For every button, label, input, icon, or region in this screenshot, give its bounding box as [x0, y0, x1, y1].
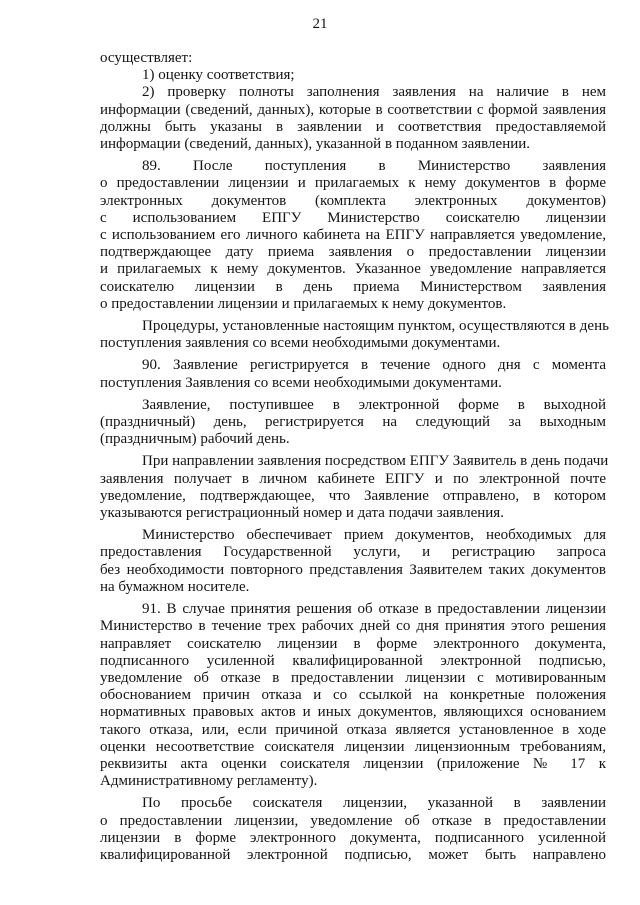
text-line: оценки несоответствие соискателя лицензии лицензионным требованиям,	[100, 738, 606, 755]
text-line: 1) оценку соответствия;	[142, 67, 295, 84]
text-line: электронных документов (комплекта электронных документов)	[100, 192, 606, 209]
text-line: направляет соискателю лицензии в форме электронного документа,	[100, 635, 606, 652]
text-line: с использованием его личного кабинета на ЕПГУ направляется уведомление,	[100, 227, 606, 244]
text-line: Процедуры, установленные настоящим пунктом, осуществляются в день	[142, 318, 609, 335]
text-line: указываются регистрационный номер и дата подачи заявления.	[100, 505, 504, 522]
paragraph	[100, 453, 609, 522]
paragraph-89	[100, 158, 606, 313]
text-line: без необходимости повторного представления Заявителем таких документов	[100, 561, 606, 578]
text-line: Заявление, поступившее в электронной форме в выходной	[142, 396, 606, 413]
text-line: 91. В случае принятия решения об отказе в предоставлении лицензии	[142, 601, 606, 618]
text-line: о предоставлении лицензии и прилагаемых к нему документов.	[100, 295, 507, 312]
text-line: При направлении заявления посредством ЕПГУ Заявитель в день подачи	[142, 453, 609, 470]
text-line: Административному регламенту).	[100, 773, 318, 790]
text-line: соискателю лицензии в день приема Министерством заявления	[100, 278, 606, 295]
text-line: о предоставлении лицензии и прилагаемых к нему документов в форме	[100, 175, 606, 192]
list-item	[100, 84, 606, 153]
text-line: (праздничный) день, регистрируется на следующий за выходным	[100, 414, 606, 431]
text-line: По просьбе соискателя лицензии, указанной в заявлении	[142, 795, 606, 812]
page-number: 21	[312, 16, 328, 32]
paragraph	[100, 795, 606, 864]
text-line: осуществляет:	[100, 50, 193, 66]
paragraph	[100, 50, 606, 67]
text-line: информации (сведений, данных), которые в соответствии с формой заявления	[100, 101, 606, 118]
list-item	[100, 67, 606, 84]
text-line: заявления получает в личном кабинете ЕПГУ и по электронной почте	[100, 470, 606, 487]
text-line: информации (сведений, данных), указанной в поданном заявлении.	[100, 136, 531, 153]
paragraph-90	[100, 357, 606, 391]
text-line: квалифицированной электронной подписью, может быть направлено	[100, 846, 606, 863]
text-line: 2) проверку полноты заполнения заявления на наличие в нем	[142, 84, 606, 101]
text-line: 89. После поступления в Министерство заявления	[142, 158, 606, 175]
paragraph	[100, 527, 606, 596]
text-line: поступления заявления со всеми необходимыми документами.	[100, 335, 501, 352]
text-line: уведомление, подтверждающее, что Заявление отправлено, в котором	[100, 487, 606, 504]
text-line: лицензии в форме электронного документа, подписанного усиленной	[100, 829, 606, 846]
text-line: 90. Заявление регистрируется в течение одного дня с момента	[142, 357, 606, 374]
paragraph	[100, 318, 609, 352]
text-line: на бумажном носителе.	[100, 578, 250, 595]
text-line: и прилагаемых к нему документов. Указанное уведомление направляется	[100, 261, 606, 278]
paragraph	[100, 397, 606, 449]
text-line: реквизиты акта оценки соискателя лицензии (приложение № 17 к	[100, 755, 606, 772]
text-line: о предоставлении лицензии, уведомление об отказе в предоставлении	[100, 812, 606, 829]
text-line: с использованием ЕПГУ Министерство соискателю лицензии	[100, 209, 606, 226]
text-line: (праздничным) рабочий день.	[100, 431, 290, 448]
text-line: Министерство обеспечивает прием документов, необходимых для	[142, 527, 606, 544]
text-line: такого отказа, или, если причиной отказа является установленное в ходе	[100, 721, 606, 738]
text-line: подтверждающее дату приема заявления о предоставлении лицензии	[100, 244, 606, 261]
text-line: нормативных правовых актов и иных документов, являющихся основанием	[100, 704, 606, 721]
text-line: обоснованием причин отказа и со ссылкой на конкретные положения	[100, 687, 606, 704]
text-line: предоставления Государственной услуги, и регистрацию запроса	[100, 544, 606, 561]
paragraph-91	[100, 601, 606, 790]
text-line: подписанного усиленной квалифицированной электронной подписью,	[100, 652, 606, 669]
document-body	[100, 50, 609, 864]
text-line: Министерство в течение трех рабочих дней со дня принятия этого решения	[100, 618, 606, 635]
text-line: поступления Заявления со всеми необходимыми документами.	[100, 374, 502, 391]
text-line: должны быть указаны в заявлении и соответствия предоставляемой	[100, 118, 606, 135]
text-line: уведомление об отказе в предоставлении лицензии с мотивированным	[100, 669, 606, 686]
